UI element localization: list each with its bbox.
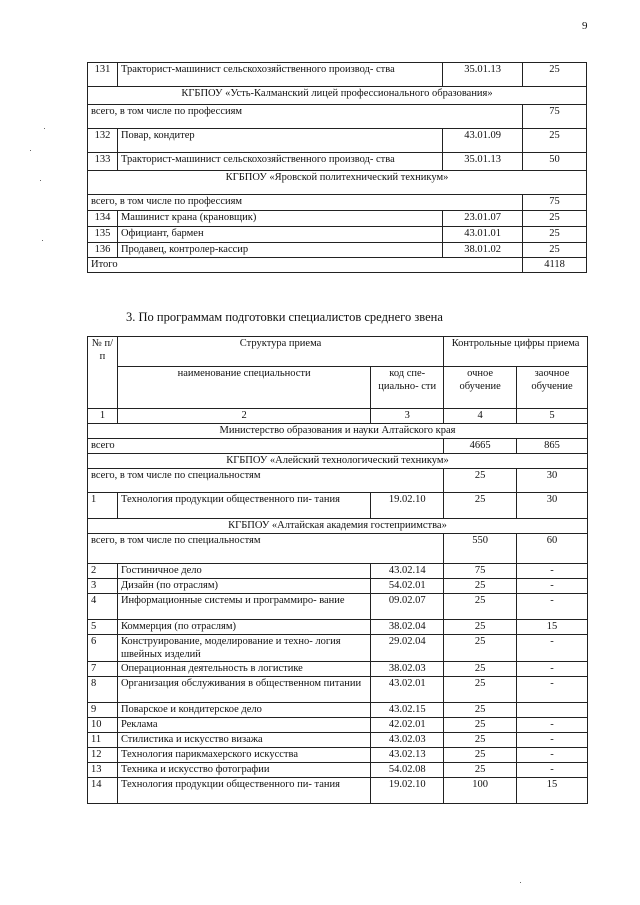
row-number: 7 [88,662,118,677]
total-full-time: 75 [523,105,587,129]
part-time-quota: 30 [517,493,588,519]
header-control: Контрольные цифры приема [444,337,588,367]
full-time-quota: 25 [523,129,587,153]
institution-name: Министерство образования и науки Алтайского края [88,424,588,439]
total-full-time: 4665 [444,439,517,454]
table-row [88,258,587,273]
profession-code: 35.01.13 [443,153,523,171]
part-time-quota: - [517,579,588,594]
scan-speck [42,240,43,241]
institution-name: КГБПОУ «Яровской политехнический техникум» [88,171,587,195]
section-heading: 3. По программам подготовки специалистов среднего звена [126,310,443,324]
specialty-code: 38.02.03 [371,662,444,677]
row-number: 12 [88,748,118,763]
profession-name: Продавец, контролер-кассир [117,243,442,258]
row-number: 135 [88,227,118,243]
row-number: 14 [88,778,118,804]
specialty-code: 43.02.14 [371,564,444,579]
row-number: 134 [88,211,118,227]
specialty-name: Операционная деятельность в логистике [117,662,370,677]
table-row [88,718,588,733]
profession-name: Машинист крана (крановщик) [117,211,442,227]
full-time-quota: 25 [444,677,517,703]
part-time-quota [517,703,588,718]
full-time-quota: 25 [444,493,517,519]
total-label: всего, в том числе по профессиям [88,195,523,211]
row-number: 3 [88,579,118,594]
table-row [88,105,587,129]
total-full-time: 25 [444,469,517,493]
table-row [88,87,587,105]
profession-code: 43.01.01 [443,227,523,243]
profession-code: 43.01.09 [443,129,523,153]
profession-name: Тракторист-машинист сельскохозяйственного производ- ства [117,153,442,171]
part-time-quota: - [517,763,588,778]
profession-code: 35.01.13 [443,63,523,87]
table-row [88,594,588,620]
row-number: 9 [88,703,118,718]
specialty-name: Технология продукции общественного пи- тания [117,778,370,804]
specialty-name: Дизайн (по отраслям) [117,579,370,594]
profession-name: Официант, бармен [117,227,442,243]
full-time-quota: 25 [444,635,517,662]
total-part-time: 865 [517,439,588,454]
table-row [88,63,587,87]
table-row [88,748,588,763]
specialty-code: 43.02.15 [371,703,444,718]
specialty-name: Техника и искусство фотографии [117,763,370,778]
table-row [88,469,588,493]
column-index: 3 [371,409,444,424]
full-time-quota: 25 [444,620,517,635]
table-row [88,243,587,258]
full-time-quota: 25 [444,594,517,620]
table-row [88,439,588,454]
table-row [88,763,588,778]
part-time-quota: - [517,677,588,703]
specialty-name: Реклама [117,718,370,733]
total-label: всего, в том числе по специальностям [88,534,444,564]
total-label: всего, в том числе по специальностям [88,469,444,493]
total-full-time: 75 [523,195,587,211]
header-part: заочное обучение [517,367,588,409]
part-time-quota: - [517,564,588,579]
institution-name: КГБПОУ «Усть-Калманский лицей профессионального образования» [88,87,587,105]
table-row [88,519,588,534]
full-time-quota: 25 [444,733,517,748]
page-number: 9 [582,20,588,32]
specialty-name: Информационные системы и программиро- вание [117,594,370,620]
specialty-code: 19.02.10 [371,778,444,804]
part-time-quota: - [517,748,588,763]
table-row [88,454,588,469]
table-row [88,662,588,677]
profession-name: Тракторист-машинист сельскохозяйственного производ- ства [117,63,442,87]
header-num: № п/п [88,337,118,409]
scan-speck [40,180,41,181]
total-label: Итого [88,258,523,273]
full-time-quota: 25 [523,63,587,87]
row-number: 131 [88,63,118,87]
full-time-quota: 25 [444,763,517,778]
row-number: 10 [88,718,118,733]
table-row [88,195,587,211]
full-time-quota: 25 [444,703,517,718]
table-row [88,534,588,564]
table-row [88,677,588,703]
specialty-name: Коммерция (по отраслям) [117,620,370,635]
specialty-name: Организация обслуживания в общественном питании [117,677,370,703]
column-index: 2 [117,409,370,424]
specialty-code: 43.02.13 [371,748,444,763]
row-number: 13 [88,763,118,778]
table-row [88,620,588,635]
specialty-code: 09.02.07 [371,594,444,620]
table-row [88,579,588,594]
total-part-time: 60 [517,534,588,564]
scan-speck [30,150,31,151]
table-row [88,211,587,227]
part-time-quota: - [517,594,588,620]
total-label: всего, в том числе по профессиям [88,105,523,129]
full-time-quota: 25 [523,211,587,227]
table-row [88,171,587,195]
row-number: 132 [88,129,118,153]
table-secondary-specialists [87,336,588,804]
table-row [88,493,588,519]
specialty-name: Стилистика и искусство визажа [117,733,370,748]
table-row [88,778,588,804]
header-code: код спе- циально- сти [371,367,444,409]
part-time-quota: 15 [517,778,588,804]
specialty-code: 19.02.10 [371,493,444,519]
table-row [88,227,587,243]
column-index: 5 [517,409,588,424]
total-label: всего [88,439,444,454]
part-time-quota: 15 [517,620,588,635]
institution-name: КГБПОУ «Алтайская академия гостеприимства» [88,519,588,534]
row-number: 8 [88,677,118,703]
full-time-quota: 75 [444,564,517,579]
row-number: 136 [88,243,118,258]
row-number: 11 [88,733,118,748]
full-time-quota: 25 [444,579,517,594]
table-row [88,703,588,718]
total-full-time: 550 [444,534,517,564]
specialty-name: Поварское и кондитерское дело [117,703,370,718]
row-number: 1 [88,493,118,519]
column-index: 4 [444,409,517,424]
scan-speck [44,128,45,129]
total-part-time: 30 [517,469,588,493]
part-time-quota: - [517,662,588,677]
row-number: 133 [88,153,118,171]
specialty-code: 42.02.01 [371,718,444,733]
table-row [88,733,588,748]
specialty-code: 54.02.01 [371,579,444,594]
specialty-name: Технология парикмахерского искусства [117,748,370,763]
header-name: наименование специальности [117,367,370,409]
header-full: очное обучение [444,367,517,409]
full-time-quota: 50 [523,153,587,171]
profession-code: 38.01.02 [443,243,523,258]
table-row [88,129,587,153]
full-time-quota: 25 [444,718,517,733]
scan-speck [520,882,521,883]
profession-code: 23.01.07 [443,211,523,227]
table-row [88,635,588,662]
specialty-code: 29.02.04 [371,635,444,662]
institution-name: КГБПОУ «Алейский технологический техникум» [88,454,588,469]
part-time-quota: - [517,635,588,662]
table-row [88,424,588,439]
table-row [88,153,587,171]
profession-name: Повар, кондитер [117,129,442,153]
row-number: 4 [88,594,118,620]
full-time-quota: 25 [444,662,517,677]
part-time-quota: - [517,718,588,733]
specialty-name: Гостиничное дело [117,564,370,579]
full-time-quota: 25 [444,748,517,763]
specialty-name: Технология продукции общественного пи- тания [117,493,370,519]
table-row [88,564,588,579]
column-index: 1 [88,409,118,424]
full-time-quota: 100 [444,778,517,804]
part-time-quota: - [517,733,588,748]
full-time-quota: 25 [523,243,587,258]
table-vocational-professions [87,62,587,273]
specialty-code: 43.02.01 [371,677,444,703]
specialty-code: 43.02.03 [371,733,444,748]
full-time-quota: 25 [523,227,587,243]
specialty-code: 38.02.04 [371,620,444,635]
header-structure: Структура приема [117,337,443,367]
total-full-time: 4118 [523,258,587,273]
specialty-name: Конструирование, моделирование и техно- логия швейных изделий [117,635,370,662]
row-number: 6 [88,635,118,662]
row-number: 5 [88,620,118,635]
row-number: 2 [88,564,118,579]
specialty-code: 54.02.08 [371,763,444,778]
